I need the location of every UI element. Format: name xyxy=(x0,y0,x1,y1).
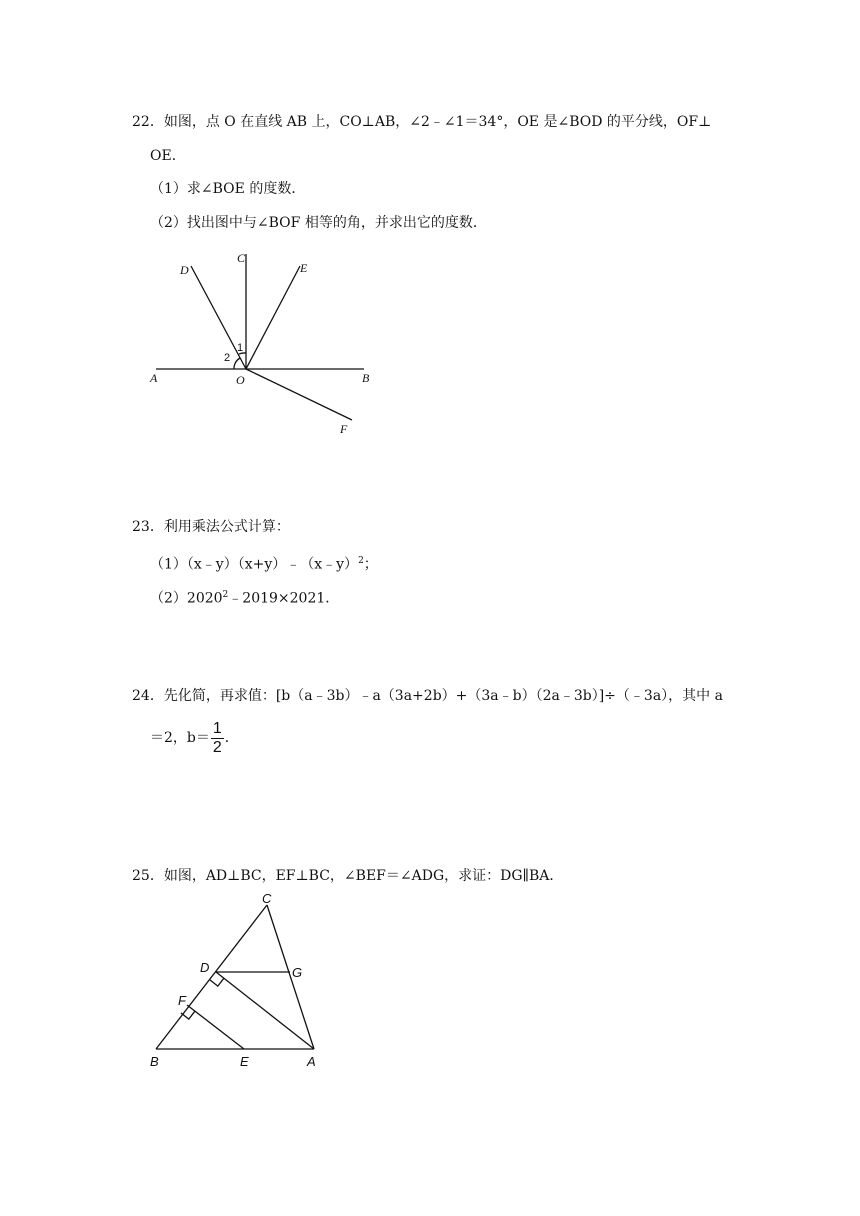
label-G: G xyxy=(292,965,303,980)
label-D: D xyxy=(180,263,189,277)
ray-OF xyxy=(246,369,352,420)
label-D: D xyxy=(200,960,210,975)
segment-EF xyxy=(187,1005,244,1049)
label-B: B xyxy=(362,371,370,385)
q25-line1: 25．如图，AD⊥BC，EF⊥BC，∠BEF＝∠ADG，求证：DG∥BA． xyxy=(132,868,564,884)
q25-figure xyxy=(140,885,350,1075)
label-A: A xyxy=(150,371,158,385)
side-BC xyxy=(156,905,267,1049)
q23-part1-end: ； xyxy=(363,556,378,573)
ray-OE xyxy=(246,266,300,369)
fraction-one-half xyxy=(211,720,224,757)
angle-2-label: 2 xyxy=(224,352,231,364)
q23-title: 23．利用乘法公式计算： xyxy=(132,519,290,535)
q24-line2-start: ＝2，b＝ xyxy=(150,730,210,746)
label-B: B xyxy=(150,1054,159,1069)
q23-part1-exponent: 2 xyxy=(358,556,364,566)
label-F: F xyxy=(340,422,348,436)
q22-line1: 22．如图，点 O 在直线 AB 上，CO⊥AB，∠2﹣∠1＝34°，OE 是∠BOD 的平分线，OF⊥ xyxy=(132,114,712,130)
q24-line2-end: ． xyxy=(224,730,239,746)
q24-line2 xyxy=(150,718,239,758)
segment-AD xyxy=(216,972,314,1049)
side-CA xyxy=(267,905,314,1049)
fraction-denominator: 2 xyxy=(212,738,222,756)
angle-1-label: 1 xyxy=(237,342,244,354)
q22-line2: OE． xyxy=(150,148,186,164)
q23-part2-end: ﹣2019×2021． xyxy=(228,590,340,607)
label-F: F xyxy=(178,993,186,1008)
q22-part1: （1）求∠BOE 的度数． xyxy=(150,181,306,197)
q23-part2-base: （2）2020 xyxy=(150,590,223,607)
label-C: C xyxy=(262,891,272,906)
q22-part2: （2）找出图中与∠BOF 相等的角，并求出它的度数． xyxy=(150,215,487,231)
label-C: C xyxy=(237,251,246,265)
label-E: E xyxy=(300,261,308,275)
q22-figure xyxy=(140,240,400,440)
q23-part2 xyxy=(150,585,339,609)
q23-part2-exponent: 2 xyxy=(222,590,229,600)
label-O: O xyxy=(236,373,245,387)
q23-part1-main: （1）（x﹣y）（x+y）﹣（x﹣y） xyxy=(150,556,359,573)
angle-2-arc xyxy=(234,358,240,369)
label-E: E xyxy=(240,1054,249,1069)
q23-part1 xyxy=(150,551,378,575)
fraction-numerator: 1 xyxy=(212,719,222,737)
label-A: A xyxy=(307,1054,316,1069)
q24-line1: 24．先化简，再求值：[b（a﹣3b）﹣a（3a+2b）+（3a﹣b）（2a﹣3b）]÷（﹣3a），其中 a xyxy=(132,688,723,704)
right-angle-mark-F xyxy=(181,1011,195,1019)
right-angle-mark-D xyxy=(210,978,224,986)
